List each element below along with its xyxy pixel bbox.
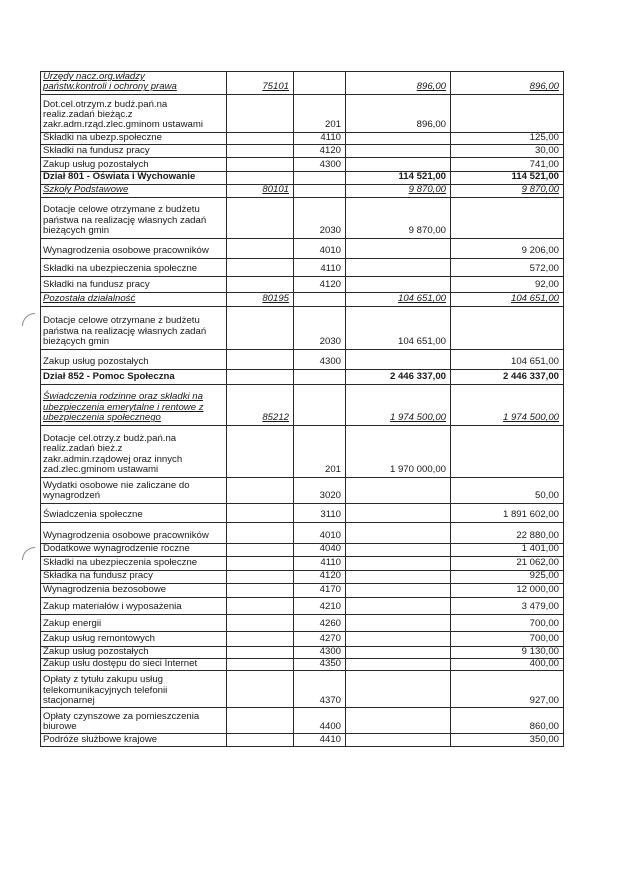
amount-b-cell: 50,00 <box>451 477 564 503</box>
paragraph-code-cell: 4270 <box>294 631 346 646</box>
table-row <box>41 158 564 172</box>
row-name-cell: Dot.cel.otrzym.z budż.pań.na realiz.zadań bieżąc.z zakr.adm.rząd.zlec.gminom ustawami <box>41 94 227 132</box>
chapter-code-cell <box>227 570 294 583</box>
paragraph-code-cell: 4410 <box>294 734 346 747</box>
amount-a-cell: 896,00 <box>346 72 451 95</box>
amount-a-cell <box>346 543 451 556</box>
amount-b-cell: 114 521,00 <box>451 172 564 184</box>
amount-b-cell: 1 401,00 <box>451 543 564 556</box>
section-row <box>41 369 564 384</box>
row-name-cell: Wynagrodzenia osobowe pracowników <box>41 522 227 543</box>
row-name-cell: Szkoły Podstawowe <box>41 184 227 197</box>
amount-b-cell <box>451 197 564 238</box>
amount-a-cell <box>346 503 451 522</box>
amount-a-cell <box>346 158 451 172</box>
row-name-cell: Składki na fundusz pracy <box>41 145 227 158</box>
paragraph-code-cell: 2030 <box>294 197 346 238</box>
chapter-code-cell: 75101 <box>227 72 294 95</box>
amount-a-cell <box>346 583 451 597</box>
amount-a-cell <box>346 631 451 646</box>
chapter-code-cell <box>227 425 294 477</box>
paragraph-code-cell: 201 <box>294 94 346 132</box>
paragraph-code-cell <box>294 292 346 306</box>
table-row <box>41 258 564 276</box>
amount-a-cell <box>346 708 451 734</box>
table-row <box>41 349 564 369</box>
amount-b-cell: 1 891 602,00 <box>451 503 564 522</box>
amount-a-cell <box>346 477 451 503</box>
paragraph-code-cell: 4040 <box>294 543 346 556</box>
row-name-cell: Zakup usłu dostępu do sieci Internet <box>41 659 227 671</box>
row-name-cell: Zakup energii <box>41 614 227 631</box>
amount-b-cell <box>451 94 564 132</box>
row-name-cell: Składki na ubezp.społeczne <box>41 132 227 144</box>
row-name-cell: Zakup usług pozostałych <box>41 646 227 658</box>
amount-b-cell: 860,00 <box>451 708 564 734</box>
paragraph-code-cell: 4120 <box>294 570 346 583</box>
chapter-code-cell <box>227 197 294 238</box>
chapter-code-cell <box>227 543 294 556</box>
budget-table-body <box>41 72 564 747</box>
chapter-row <box>41 72 564 95</box>
table-row <box>41 646 564 658</box>
row-name-cell: Pozostała działalność <box>41 292 227 306</box>
amount-a-cell <box>346 556 451 570</box>
row-name-cell: Dodatkowe wynagrodzenie roczne <box>41 543 227 556</box>
row-name-cell: Wydatki osobowe nie zaliczane do wynagrodzeń <box>41 477 227 503</box>
chapter-code-cell <box>227 614 294 631</box>
table-row <box>41 94 564 132</box>
chapter-code-cell <box>227 734 294 747</box>
paragraph-code-cell: 201 <box>294 425 346 477</box>
table-row <box>41 145 564 158</box>
row-name-cell: Opłaty z tytułu zakupu usług telekomunikacyjnych telefonii stacjonarnej <box>41 671 227 708</box>
chapter-code-cell <box>227 646 294 658</box>
amount-a-cell: 9 870,00 <box>346 197 451 238</box>
chapter-code-cell <box>227 708 294 734</box>
amount-a-cell <box>346 671 451 708</box>
amount-b-cell: 9 206,00 <box>451 238 564 258</box>
row-name-cell: Dział 852 - Pomoc Społeczna <box>41 369 227 384</box>
row-name-cell: Świadczenia rodzinne oraz składki na ubezpieczenia emerytalne i rentowe z ubezpieczenia społecznego <box>41 384 227 425</box>
amount-b-cell: 3 479,00 <box>451 597 564 614</box>
amount-b-cell <box>451 425 564 477</box>
chapter-code-cell: 80101 <box>227 184 294 197</box>
amount-b-cell: 2 446 337,00 <box>451 369 564 384</box>
amount-b-cell: 741,00 <box>451 158 564 172</box>
table-row <box>41 543 564 556</box>
table-row <box>41 425 564 477</box>
chapter-code-cell <box>227 349 294 369</box>
paragraph-code-cell <box>294 184 346 197</box>
chapter-code-cell <box>227 369 294 384</box>
table-row <box>41 659 564 671</box>
paragraph-code-cell: 4400 <box>294 708 346 734</box>
chapter-code-cell <box>227 503 294 522</box>
chapter-code-cell <box>227 306 294 349</box>
row-name-cell: Wynagrodzenia bezosobowe <box>41 583 227 597</box>
paragraph-code-cell <box>294 72 346 95</box>
chapter-code-cell <box>227 94 294 132</box>
amount-b-cell: 896,00 <box>451 72 564 95</box>
amount-a-cell: 114 521,00 <box>346 172 451 184</box>
table-row <box>41 671 564 708</box>
amount-a-cell <box>346 132 451 144</box>
amount-a-cell: 1 970 000,00 <box>346 425 451 477</box>
row-name-cell: Dotacje celowe otrzymane z budżetu państwa na realizację własnych zadań bieżących gmin <box>41 197 227 238</box>
chapter-code-cell <box>227 556 294 570</box>
chapter-code-cell <box>227 631 294 646</box>
amount-a-cell <box>346 614 451 631</box>
table-row <box>41 477 564 503</box>
table-row <box>41 503 564 522</box>
amount-a-cell <box>346 258 451 276</box>
table-row <box>41 132 564 144</box>
row-name-cell: Składki na ubezpieczenia społeczne <box>41 258 227 276</box>
row-name-cell: Składki na ubezpieczenia społeczne <box>41 556 227 570</box>
paragraph-code-cell: 4120 <box>294 145 346 158</box>
amount-b-cell: 925,00 <box>451 570 564 583</box>
paragraph-code-cell: 4110 <box>294 132 346 144</box>
amount-a-cell: 2 446 337,00 <box>346 369 451 384</box>
paragraph-code-cell: 3110 <box>294 503 346 522</box>
table-row <box>41 276 564 292</box>
chapter-row <box>41 184 564 197</box>
chapter-code-cell <box>227 258 294 276</box>
chapter-code-cell: 85212 <box>227 384 294 425</box>
amount-b-cell: 400,00 <box>451 659 564 671</box>
paragraph-code-cell: 4110 <box>294 556 346 570</box>
chapter-code-cell <box>227 583 294 597</box>
table-row <box>41 734 564 747</box>
amount-a-cell <box>346 349 451 369</box>
amount-b-cell: 104 651,00 <box>451 349 564 369</box>
paragraph-code-cell: 4300 <box>294 158 346 172</box>
paragraph-code-cell: 4260 <box>294 614 346 631</box>
paragraph-code-cell: 2030 <box>294 306 346 349</box>
scan-hole-mark-top <box>22 313 35 326</box>
amount-b-cell: 125,00 <box>451 132 564 144</box>
amount-b-cell <box>451 306 564 349</box>
paragraph-code-cell: 4120 <box>294 276 346 292</box>
paragraph-code-cell: 4210 <box>294 597 346 614</box>
amount-a-cell: 1 974 500,00 <box>346 384 451 425</box>
amount-b-cell: 30,00 <box>451 145 564 158</box>
paragraph-code-cell: 4170 <box>294 583 346 597</box>
amount-a-cell: 9 870,00 <box>346 184 451 197</box>
amount-a-cell <box>346 597 451 614</box>
table-row <box>41 556 564 570</box>
amount-b-cell: 12 000,00 <box>451 583 564 597</box>
section-row <box>41 172 564 184</box>
paragraph-code-cell: 4110 <box>294 258 346 276</box>
amount-a-cell <box>346 276 451 292</box>
amount-b-cell: 92,00 <box>451 276 564 292</box>
row-name-cell: Zakup materiałów i wyposażenia <box>41 597 227 614</box>
row-name-cell: Zakup usług remontowych <box>41 631 227 646</box>
paragraph-code-cell <box>294 384 346 425</box>
paragraph-code-cell: 4300 <box>294 349 346 369</box>
amount-a-cell <box>346 659 451 671</box>
amount-a-cell <box>346 522 451 543</box>
row-name-cell: Składki na fundusz pracy <box>41 276 227 292</box>
paragraph-code-cell: 4350 <box>294 659 346 671</box>
table-row <box>41 614 564 631</box>
table-row <box>41 522 564 543</box>
chapter-row <box>41 292 564 306</box>
amount-a-cell <box>346 145 451 158</box>
chapter-code-cell <box>227 671 294 708</box>
amount-b-cell: 700,00 <box>451 614 564 631</box>
chapter-code-cell <box>227 477 294 503</box>
table-row <box>41 197 564 238</box>
row-name-cell: Dotacje celowe otrzymane z budżetu państwa na realizację własnych zadań bieżących gmin <box>41 306 227 349</box>
chapter-code-cell <box>227 158 294 172</box>
row-name-cell: Dział 801 - Oświata i Wychowanie <box>41 172 227 184</box>
amount-a-cell <box>346 570 451 583</box>
row-name-cell: Wynagrodzenia osobowe pracowników <box>41 238 227 258</box>
table-row <box>41 583 564 597</box>
amount-b-cell: 22 880,00 <box>451 522 564 543</box>
table-row <box>41 238 564 258</box>
paragraph-code-cell: 4370 <box>294 671 346 708</box>
amount-a-cell: 104 651,00 <box>346 292 451 306</box>
row-name-cell: Opłaty czynszowe za pomieszczenia biurowe <box>41 708 227 734</box>
amount-b-cell: 572,00 <box>451 258 564 276</box>
paragraph-code-cell: 4010 <box>294 238 346 258</box>
chapter-code-cell <box>227 597 294 614</box>
scan-hole-mark-bottom <box>22 547 35 560</box>
amount-a-cell <box>346 734 451 747</box>
chapter-code-cell <box>227 522 294 543</box>
row-name-cell: Dotacje cel.otrzy.z budż.pań.na realiz.zadań bież.z zakr.admin.rządowej oraz innych zad.zlec.gminom ustawami <box>41 425 227 477</box>
amount-b-cell: 104 651,00 <box>451 292 564 306</box>
amount-b-cell: 927,00 <box>451 671 564 708</box>
amount-b-cell: 9 130,00 <box>451 646 564 658</box>
amount-a-cell <box>346 238 451 258</box>
paragraph-code-cell <box>294 369 346 384</box>
row-name-cell: Zakup usług pozostałych <box>41 349 227 369</box>
row-name-cell: Zakup usług pozostałych <box>41 158 227 172</box>
row-name-cell: Składka na fundusz pracy <box>41 570 227 583</box>
table-row <box>41 570 564 583</box>
chapter-code-cell <box>227 659 294 671</box>
chapter-code-cell <box>227 276 294 292</box>
table-row <box>41 306 564 349</box>
table-row <box>41 631 564 646</box>
paragraph-code-cell <box>294 172 346 184</box>
paragraph-code-cell: 3020 <box>294 477 346 503</box>
paragraph-code-cell: 4300 <box>294 646 346 658</box>
table-row <box>41 597 564 614</box>
paragraph-code-cell: 4010 <box>294 522 346 543</box>
chapter-row <box>41 384 564 425</box>
amount-b-cell: 21 062,00 <box>451 556 564 570</box>
row-name-cell: Świadczenia społeczne <box>41 503 227 522</box>
amount-a-cell <box>346 646 451 658</box>
amount-b-cell: 1 974 500,00 <box>451 384 564 425</box>
chapter-code-cell <box>227 132 294 144</box>
table-row <box>41 708 564 734</box>
amount-b-cell: 350,00 <box>451 734 564 747</box>
amount-a-cell: 896,00 <box>346 94 451 132</box>
row-name-cell: Podróże służbowe krajowe <box>41 734 227 747</box>
budget-table <box>40 71 564 747</box>
chapter-code-cell <box>227 172 294 184</box>
chapter-code-cell: 80195 <box>227 292 294 306</box>
chapter-code-cell <box>227 145 294 158</box>
chapter-code-cell <box>227 238 294 258</box>
row-name-cell: Urzędy nacz.org.władzy państw.kontroli i ochrony prawa <box>41 72 227 95</box>
amount-a-cell: 104 651,00 <box>346 306 451 349</box>
amount-b-cell: 9 870,00 <box>451 184 564 197</box>
amount-b-cell: 700,00 <box>451 631 564 646</box>
